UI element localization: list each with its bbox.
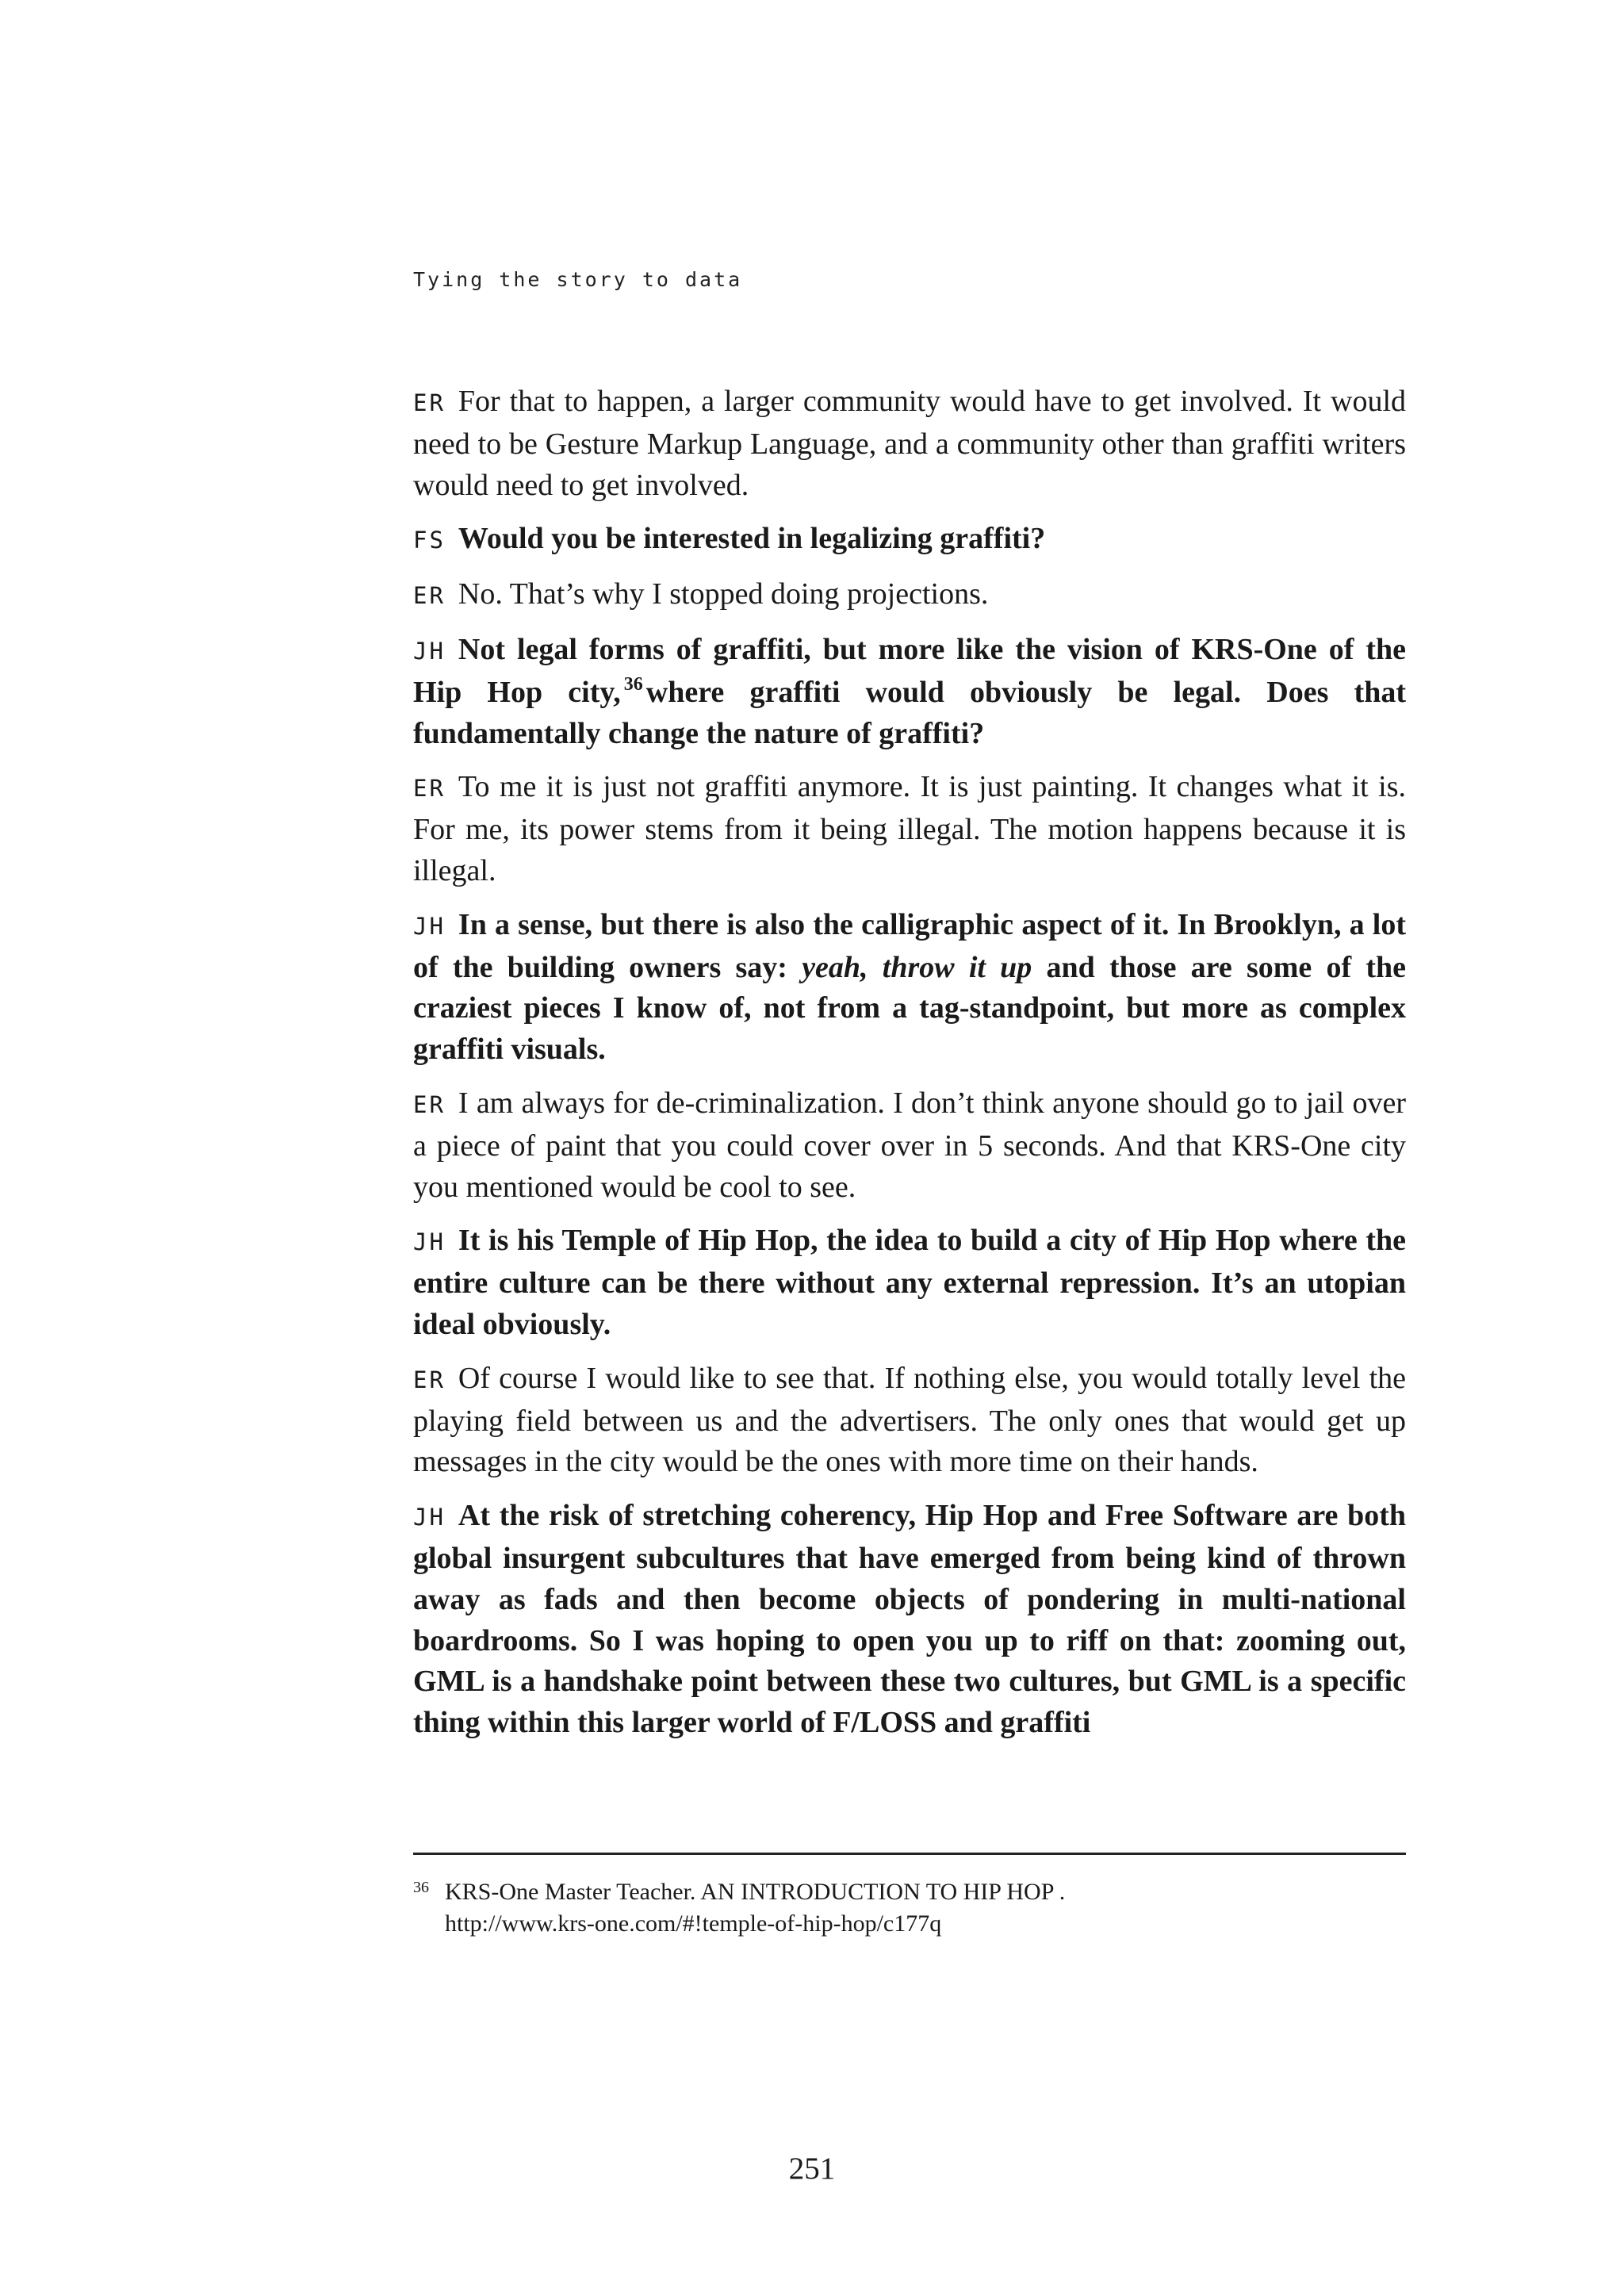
answer-paragraph [413,767,1406,891]
interview-body [413,381,1406,1757]
footnote-reference[interactable]: 36 [623,673,643,695]
speaker-label: JH [413,1504,446,1531]
paragraph-text: Not legal forms of graffiti, but more like the vision of KRS-One of the Hip Hop city, [413,632,1406,709]
paragraph-text: Would you be interested in legalizing graffiti? [458,522,1046,556]
emphasized-quote: yeah, throw it up [802,950,1032,984]
paragraph-text: and those are some of the craziest pieces I know of, not from a tag-standpoint, but more as complex graffiti visuals. [413,950,1407,1067]
speaker-label: ER [413,582,446,610]
paragraph-text: No. That’s why I stopped doing projections. [458,577,989,611]
speaker-label: ER [413,389,446,416]
answer-paragraph [413,574,1406,617]
speaker-label: ER [413,775,446,803]
footnote-divider [413,1853,1406,1855]
paragraph-text: where graffiti would obviously be legal. Does that fundamentally change the nature of graffiti? [413,675,1406,750]
question-paragraph [413,630,1406,754]
speaker-label: ER [413,1366,446,1393]
speaker-label: JH [413,1228,446,1256]
paragraph-text: I am always for de-criminalization. I don’t think anyone should go to jail over a piece of paint that you could cover over in 5 seconds. And that KRS-One city you mentioned would be cool to see. [413,1086,1406,1204]
footnote-citation: KRS-One Master Teacher. AN INTRODUCTION TO HIP HOP . [445,1879,1066,1905]
answer-paragraph [413,1083,1406,1208]
paragraph-text: Of course I would like to see that. If nothing else, you would totally level the playing field between us and the advertisers. The only ones that would get up messages in the city would be the ones with more time on their hands. [413,1361,1406,1479]
question-paragraph [413,1496,1406,1744]
paragraph-text: At the risk of stretching coherency, Hip Hop and Free Software are both global insurgent subcultures that have emerged from being kind of thrown away as fads and then become objects of pondering in multi-national boardrooms. So I was hoping to open you up to riff on that: zooming out, GML is a handshake point between these two cultures, but GML is a specific thing within this larger world of F/LOSS and graffiti [413,1499,1406,1740]
footnote-url-link[interactable]: http://www.krs-one.com/#!temple-of-hip-hop/c177q [445,1910,942,1937]
answer-paragraph [413,381,1406,506]
question-paragraph [413,519,1406,561]
paragraph-text: For that to happen, a larger community would have to get involved. It would need to be Gesture Markup Language, and a community other than graffiti writers would need to get involved. [413,385,1406,502]
speaker-label: ER [413,1090,446,1118]
speaker-label: JH [413,637,446,665]
answer-paragraph [413,1358,1406,1483]
question-paragraph [413,905,1406,1071]
speaker-label: JH [413,912,446,940]
page-number: 251 [788,2152,836,2186]
paragraph-text: It is his Temple of Hip Hop, the idea to build a city of Hip Hop where the entire culture can be there without any external repression. It’s an utopian ideal obviously. [413,1224,1406,1341]
footnote-number: 36 [413,1879,429,1896]
paragraph-text: To me it is just not graffiti anymore. It is just painting. It changes what it is. For me, its power stems from it being illegal. The motion happens because it is illegal. [413,770,1406,887]
running-header: Tying the story to data [413,268,743,291]
footnote [413,1876,1406,1940]
speaker-label: FS [413,527,446,554]
paragraph-text: In a sense, but there is also the calligraphic aspect of it. In Brooklyn, a lot of the building owners say: [413,907,1406,984]
question-paragraph [413,1220,1406,1345]
